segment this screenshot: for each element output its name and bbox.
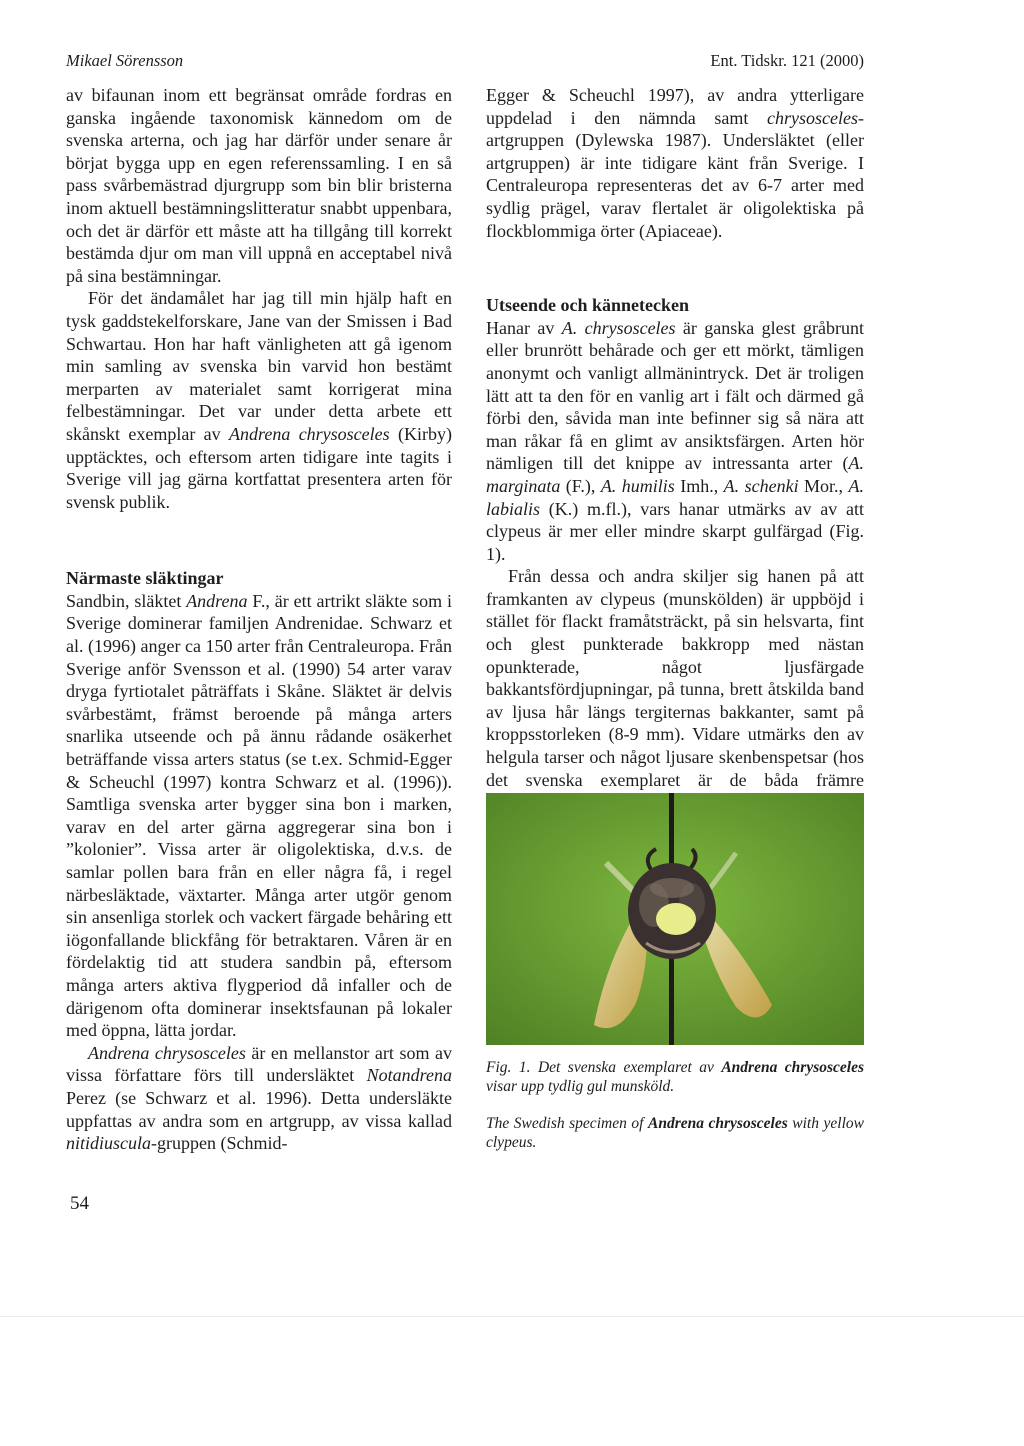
yellow-clypeus [656,903,696,935]
paragraph: För det ändamålet har jag till min hjälp haft en tysk gaddstekelforskare, Jane van der Smissen i Bad Schwartau. Hon har haft vänligheten att gå igenom min samling av svenska bin varvid hon bestämt merparten av materialet samt korrigerat mina felbestämningar. Det var under detta arbete ett skånskt exemplar av Andrena chrysosceles (Kirby) upptäcktes, och eftersom arten tidigare inte tagits i Sverige vill jag gärna kortfattat presentera arten för svensk publik. [66,288,453,512]
paragraph: Hanar av A. chrysosceles är ganska glest gråbrunt eller brunrött behårade och ger ett mörkt, tämligen anonymt och vanligt allmänintryck. Det är troligen lätt att ta den för en vanlig art i fält och därmed gå förbi den, såvida man inte befinner sig så nära att man råkar få en glimt av ansiktsfärgen. Arten hör nämligen till det knippe av intressanta arter (A. marginata (F.), A. humilis Imh., A. schenki Mor., A. labialis (K.) m.fl.), vars hanar utmärks av av att clypeus är mer eller mindre skarpt gulfärgad (Fig. 1). [486,317,864,564]
paragraph: Egger & Scheuchl 1997), av andra ytterligare uppdelad i den nämnda samt chrysosceles-artgruppen (Dylewska 1987). Undersläktet (eller artgruppen) är inte tidigare känt från Sverige. I Centraleuropa representeras det av 6-7 arter med sydlig prägel, varav flertalet är oligolektiska på flockblommiga örter (Apiaceae). [486,85,864,241]
paragraph: Från dessa och andra skiljer sig hanen på att framkanten av clypeus (munskölden) är uppböjd i stället för flackt framåtsträckt, på sin helsvarta, fint och glest punkterade bakkropp med nästan opunkterade, något ljusfärgade bakkantsfördjupningar, på tunna, brett åtskilda band av ljusa hår längs tergiternas bakkanter, samt på kroppsstorleken (8-9 mm). Vidare utmärks den av helgula tarser och något ljusare skenbenspetsar (hos det svenska exemplaret är de båda främre [486,566,864,790]
paragraph: Andrena chrysosceles är en mellanstor art som av vissa författare förs till undersläktet Notandrena Perez (se Schwarz et al. 1996). Detta undersläkte uppfattas av andra som en artgrupp, av vissa kallad nitidiuscula-gruppen (Schmid- [66,1042,452,1154]
paragraph: av bifaunan inom ett begränsat område fordras en ganska ingående taxonomisk kännedom om de svenska arterna, och jag har därför under senare år börjat bygga upp en egen referenssamling. I en så pass svårbemästrad djurgrupp som bin blir bristerna inom aktuell bestämningslitteratur snabbt uppenbara, och det är därför ett måste att ha tillgång till korrekt bestämda djur om man vill uppnå en acceptabel nivå på sina bestämningar. [66,85,452,286]
scan-edge-line [0,1316,1024,1317]
section-heading: Närmaste släktingar [66,568,224,589]
running-head-author: Mikael Sörensson [66,51,184,70]
running-head-journal: Ent. Tidskr. 121 (2000) [710,51,864,70]
bee-illustration [486,793,864,1045]
right-column [486,84,864,814]
section-heading: Utseende och kännetecken [486,295,689,316]
page-number: 54 [70,1193,89,1214]
left-column [66,84,452,1155]
bee-photo [486,793,864,1045]
running-head [66,50,864,72]
figure-caption-english: The Swedish specimen of Andrena chrysosceles with yellow clypeus. [486,1115,864,1151]
figure-caption-swedish: Fig. 1. Det svenska exemplaret av Andrena chrysosceles visar upp tydlig gul munsköld. [486,1059,864,1095]
paragraph: Sandbin, släktet Andrena F., är ett artrikt släkte som i Sverige dominerar familjen Andrenidae. Schwarz et al. (1996) anger ca 150 arter från Centraleuropa. Från Sverige anför Svensson et al. (1990) 54 arter varav dryga fyrtiotalet påträffats i Skåne. Släktet är delvis svårbestämt, främst beroende på många arters snarlika utseende och på ännu rådande osäkerhet beträffande vissa arters status (se t.ex. Schmid-Egger & Scheuchl (1997) kontra Schwarz et al. (1996)). Samtliga svenska arter bygger sina bon i marken, varav en del arter gärna aggregerar sina bon i ”kolonier”. Vissa arter är oligolektiska, d.v.s. de samlar pollen bara från en eller några få, i regel närbesläktade, växtarter. Många arter utgör genom sin ansenliga storlek och vackert färgade behåring ett iögonfallande blickfång för betraktaren. Våren är en fördelaktig tid att studera sandbin på, eftersom många arters aktiva flygperiod då infaller och de därigenom ofta dominerar insektsfaunan på lokaler med öppna, lätta jordar. [66,590,452,1041]
